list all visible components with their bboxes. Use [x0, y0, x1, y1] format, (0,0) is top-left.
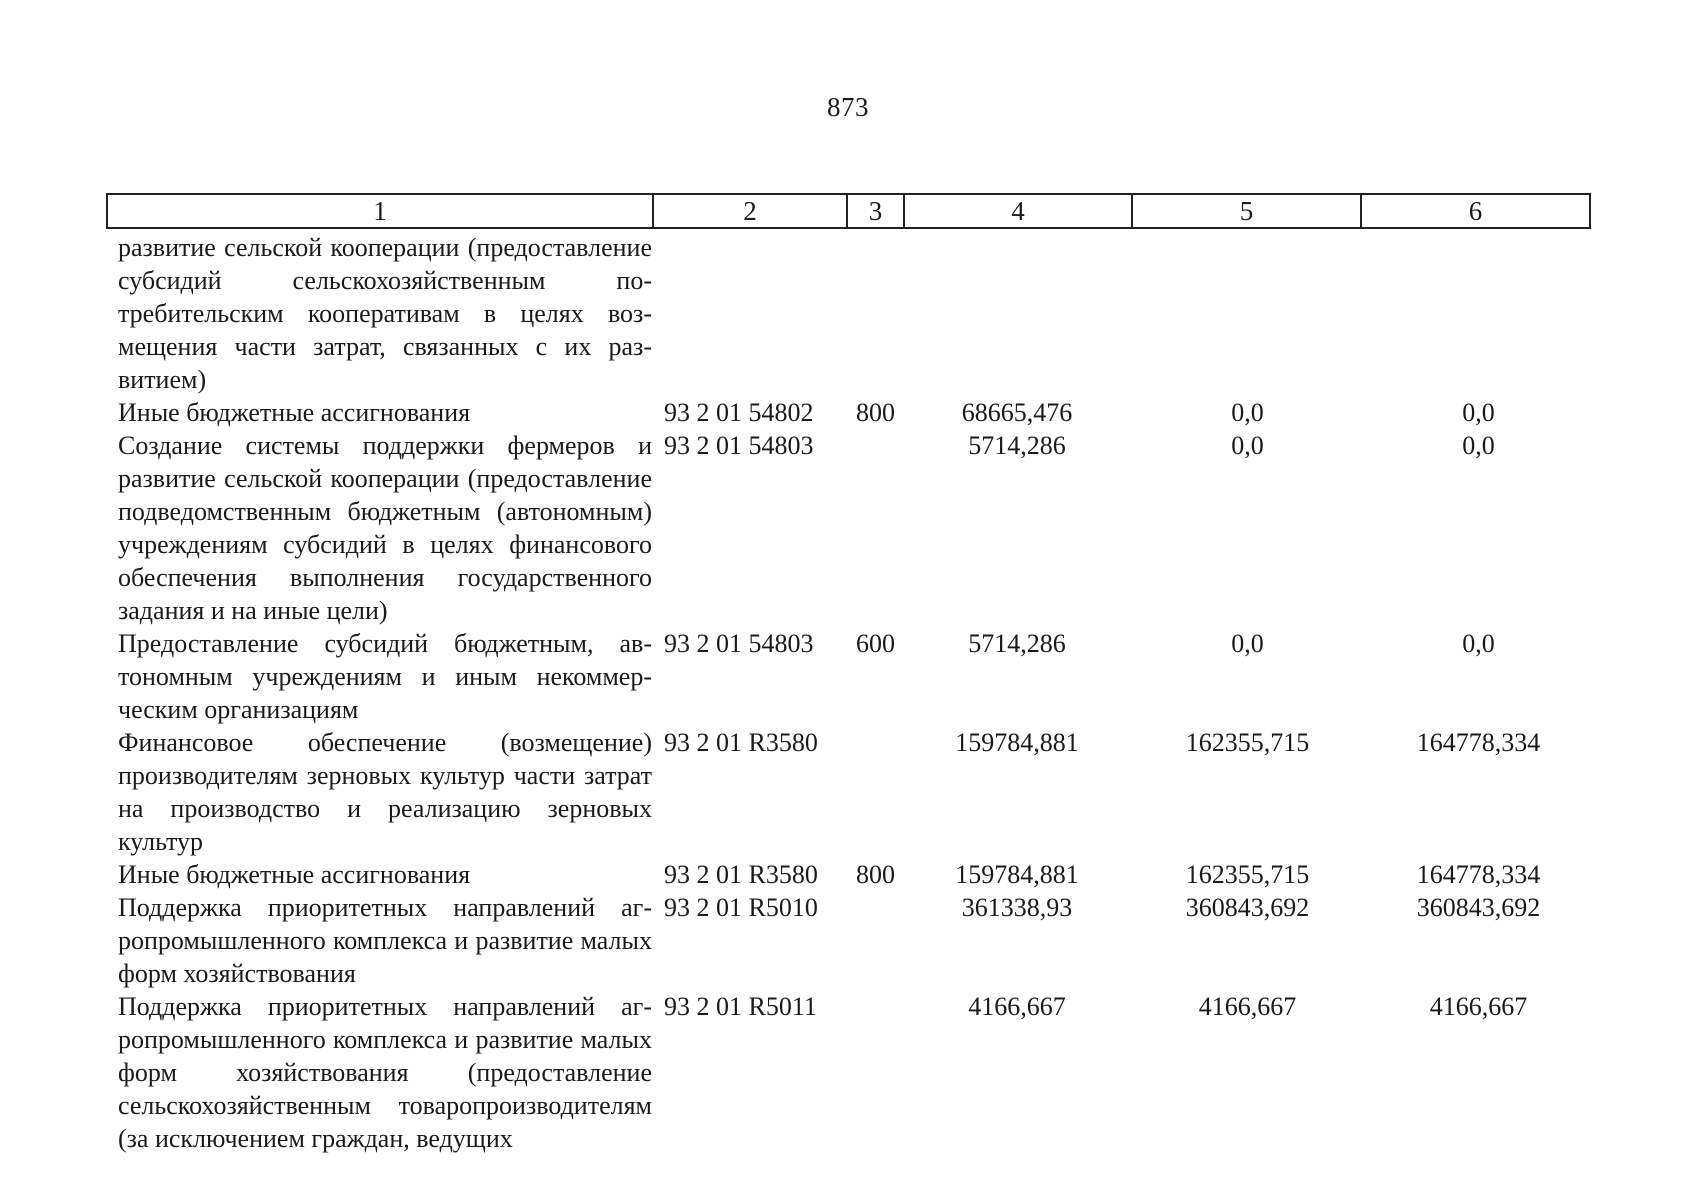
column-header-3: 3	[847, 194, 904, 228]
table-row	[106, 429, 1589, 627]
row-name: Поддержка приоритетных направлений агропромышленного комплекса и развитие малых форм хозяйствования (предоставление сельскохозяйственным товаропроизводителям (за исключением граждан, ведущих	[118, 992, 652, 1153]
row-name: Иные бюджетные ассигнования	[118, 860, 471, 889]
row-name: Предоставление субсидий бюджетным, автономным учреждениям и иным некоммерческим организациям	[118, 629, 652, 724]
row-code: 93 2 01 54803	[664, 629, 814, 658]
column-header-row	[106, 193, 1591, 229]
row-type: 800	[856, 398, 895, 427]
row-value-5: 0,0	[1231, 431, 1264, 460]
row-code: 93 2 01 54802	[664, 398, 814, 427]
row-code: 93 2 01 54803	[664, 431, 814, 460]
row-value-6: 0,0	[1462, 431, 1495, 460]
row-name: развитие сельской кооперации (предоставление субсидий сельскохозяйственным потребительским кооперативам в целях возмещения части затрат, связанных с их развитием)	[118, 233, 652, 394]
table-row	[106, 231, 1589, 396]
row-value-4: 5714,286	[968, 629, 1066, 658]
row-value-5: 162355,715	[1185, 728, 1310, 757]
row-value-4: 361338,93	[961, 893, 1073, 922]
table-row	[106, 726, 1589, 858]
row-value-6: 164778,334	[1416, 860, 1541, 889]
table-row	[106, 627, 1589, 726]
row-type	[846, 726, 903, 858]
row-code	[652, 231, 846, 396]
table-row	[106, 891, 1589, 990]
row-value-6: 4166,667	[1429, 992, 1528, 1021]
page-number: 873	[827, 92, 869, 122]
row-value-5: 0,0	[1231, 398, 1264, 427]
column-header-5: 5	[1132, 194, 1361, 228]
row-value-4	[903, 231, 1131, 396]
row-value-5: 4166,667	[1198, 992, 1297, 1021]
row-value-6: 0,0	[1462, 398, 1495, 427]
row-code: 93 2 01 R3580	[664, 728, 818, 757]
row-type	[846, 990, 903, 1155]
row-code: 93 2 01 R5010	[664, 893, 818, 922]
table-row	[106, 858, 1589, 891]
row-type: 800	[856, 860, 895, 889]
row-name: Поддержка приоритетных направлений агропромышленного комплекса и развитие малых форм хозяйствования	[118, 893, 652, 988]
row-value-4: 159784,881	[955, 728, 1079, 757]
row-value-6	[1360, 231, 1589, 396]
row-value-4: 5714,286	[968, 431, 1066, 460]
row-value-4: 68665,476	[961, 398, 1073, 427]
row-name: Создание системы поддержки фермеров и развитие сельской кооперации (предоставление подведомственным бюджетным (автономным) учреждениям субсидий в целях финансового обеспечения выполнения государственного задания и на иные цели)	[118, 431, 652, 625]
row-type: 600	[856, 629, 895, 658]
column-header-1: 1	[107, 194, 653, 228]
column-header-4: 4	[904, 194, 1132, 228]
row-value-4: 159784,881	[955, 860, 1079, 889]
row-code: 93 2 01 R3580	[664, 860, 818, 889]
column-header-6: 6	[1361, 194, 1590, 228]
row-value-5	[1131, 231, 1360, 396]
row-type	[846, 891, 903, 990]
row-value-4: 4166,667	[968, 992, 1066, 1021]
row-type	[846, 231, 903, 396]
column-header-2: 2	[653, 194, 847, 228]
budget-table-body	[106, 231, 1589, 1155]
row-value-5: 0,0	[1231, 629, 1264, 658]
row-value-6: 164778,334	[1416, 728, 1541, 757]
row-value-6: 360843,692	[1416, 893, 1541, 922]
table-row	[106, 396, 1589, 429]
table-row	[106, 990, 1589, 1155]
row-code: 93 2 01 R5011	[664, 992, 817, 1021]
row-type	[846, 429, 903, 627]
row-name: Финансовое обеспечение (возмещение) производителям зерновых культур части затрат на производство и реализацию зерновых культур	[118, 728, 652, 856]
row-name: Иные бюджетные ассигнования	[118, 398, 471, 427]
row-value-5: 360843,692	[1185, 893, 1310, 922]
row-value-6: 0,0	[1462, 629, 1495, 658]
row-value-5: 162355,715	[1185, 860, 1310, 889]
